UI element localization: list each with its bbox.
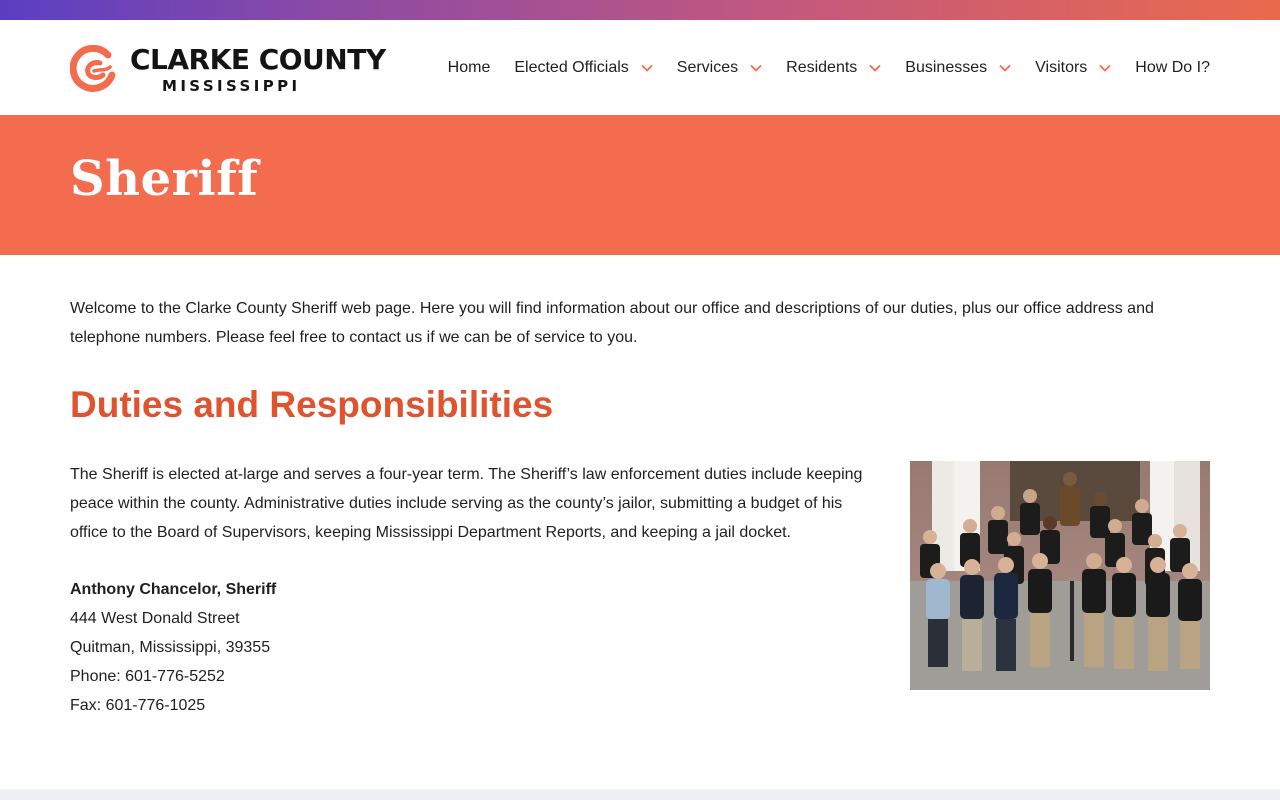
address-street: 444 West Donald Street [70, 610, 240, 627]
intro-paragraph: Welcome to the Clarke County Sheriff web page. Here you will find information about our office and descriptions of our duties, plus our office address and telephone numbers. Please feel free to contact us if we can be of service to you. [70, 300, 1154, 346]
chevron-down-icon[interactable] [1099, 64, 1111, 72]
chevron-down-icon[interactable] [750, 64, 762, 72]
top-gradient-strip [0, 0, 1280, 20]
chevron-down-icon[interactable] [999, 64, 1011, 72]
duties-paragraph: The Sheriff is elected at-large and serves a four-year term. The Sheriff’s law enforcement duties include keeping peace within the county. Administrative duties include serving as the county’s jailor, submitting a budget of his office to the Board of Supervisors, keeping Mississippi Department Reports, and keeping a jail docket. [70, 466, 863, 541]
footer-band [0, 789, 1280, 800]
contact-block [70, 575, 276, 720]
group-photo [910, 461, 1210, 690]
nav-item-residents[interactable] [786, 59, 881, 77]
phone-number: Phone: 601-776-5252 [70, 668, 225, 685]
nav-item-label: Residents [786, 58, 858, 76]
chevron-down-icon[interactable] [641, 64, 653, 72]
nav-item-services[interactable] [677, 59, 762, 77]
site-header [0, 20, 1280, 115]
nav-item-label: Services [676, 58, 739, 76]
nav-item-label: Businesses [905, 58, 988, 76]
nav-item-label: Home [447, 58, 491, 76]
main-nav [448, 20, 1210, 115]
page-title: Sheriff [70, 151, 259, 207]
nav-item-elected-officials[interactable] [514, 59, 652, 77]
nav-item-visitors[interactable] [1035, 59, 1111, 77]
logo-subtitle: MISSISSIPPI [162, 77, 301, 95]
nav-item-home[interactable] [448, 59, 491, 77]
nav-item-businesses[interactable] [905, 59, 1011, 77]
site-logo[interactable] [70, 43, 386, 97]
fax-number: Fax: 601-776-1025 [70, 697, 206, 714]
page-banner [0, 115, 1280, 255]
nav-item-label: Visitors [1035, 58, 1088, 76]
group-photo-illustration [910, 461, 1210, 690]
nav-item-label: Elected Officials [514, 58, 629, 76]
clarke-county-swoosh-icon [70, 45, 118, 93]
nav-item-label: How Do I? [1135, 58, 1210, 76]
logo-title: CLARKE COUNTY [130, 43, 386, 76]
sheriff-name: Anthony Chancelor, Sheriff [70, 581, 277, 598]
chevron-down-icon[interactable] [869, 64, 881, 72]
section-heading: Duties and Responsibilities [70, 384, 554, 425]
address-city: Quitman, Mississippi, 39355 [70, 639, 271, 656]
nav-item-how-do-i[interactable] [1135, 59, 1210, 77]
